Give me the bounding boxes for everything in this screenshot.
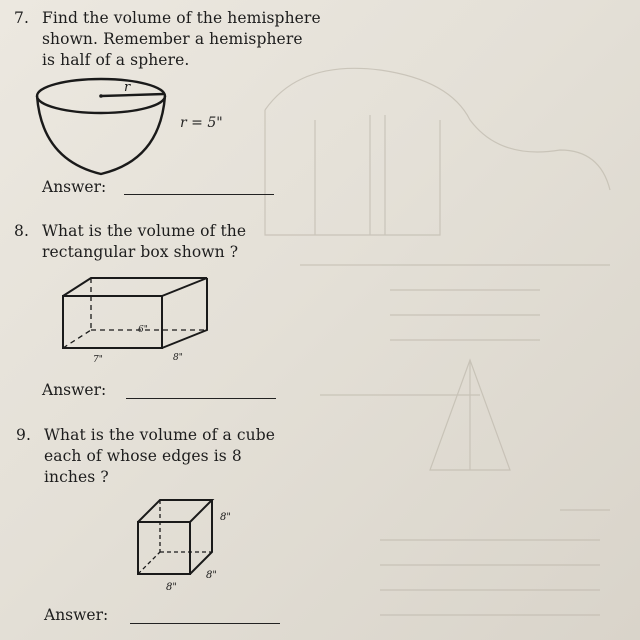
radius-label: r = 5" [180,115,223,131]
cube-figure [130,492,250,592]
box-hidden-edge [63,330,91,348]
radius-line [101,94,164,96]
box-top-face [63,278,207,296]
answer-9 [44,606,108,624]
answer-blank[interactable] [130,623,280,624]
question-text-line: shown. Remember a hemisphere [42,30,303,48]
question-text-line: inches ? [44,468,109,486]
question-text-line: What is the volume of the [42,222,247,240]
question-text-line: What is the volume of a cube [44,426,276,444]
hemisphere-figure [28,72,178,182]
question-7 [14,8,321,71]
answer-7 [42,178,106,196]
box-front-face [63,296,162,348]
answer-label: Answer: [42,178,107,196]
answer-8 [42,381,106,399]
question-number: 7. [14,9,29,27]
question-8 [14,221,247,263]
question-text-line: Find the volume of the hemisphere [42,9,321,27]
cube-top-face [138,500,212,522]
question-9 [16,425,276,488]
question-number: 9. [16,426,31,444]
cube-hidden-edge [138,552,160,574]
question-text-line: each of whose edges is 8 [44,447,242,465]
answer-blank[interactable] [124,194,274,195]
answer-label: Answer: [44,606,109,624]
cube-top-label: 8" [220,512,231,523]
center-dot [99,94,103,98]
cube-bottom-label: 8" [166,582,177,592]
question-text-line: is half of a sphere. [42,51,190,69]
cube-right-label: 8" [206,570,217,581]
cube-front-face [138,522,190,574]
answer-label: Answer: [42,381,107,399]
box-height-label: 6" [138,325,148,335]
rectangular-box-figure [55,272,215,372]
box-right-face [162,278,207,348]
box-depth-label: 8" [173,353,183,363]
question-text-line: rectangular box shown ? [42,243,239,261]
box-width-label: 7" [93,355,103,365]
answer-blank[interactable] [126,398,276,399]
question-number: 8. [14,222,29,240]
radius-mark: r [124,80,131,95]
